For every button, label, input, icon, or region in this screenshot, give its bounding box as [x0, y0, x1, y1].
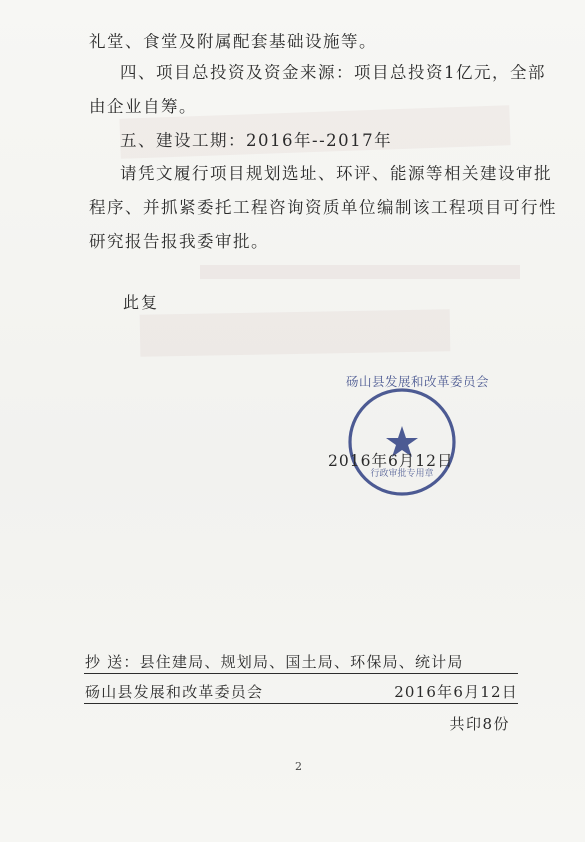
divider-rule [84, 673, 518, 674]
copies-count: 共印8份 [449, 715, 510, 733]
body-line: 礼堂、食堂及附属配套基础设施等。 [89, 32, 377, 51]
body-line: 研究报告报我委审批。 [89, 232, 269, 251]
issuer-line [85, 681, 518, 705]
issue-date: 2016年6月12日 [394, 683, 518, 701]
issuer-name: 砀山县发展和改革委员会 [85, 683, 264, 701]
official-seal [346, 374, 490, 498]
body-line: 程序、并抓紧委托工程咨询资质单位编制该工程项目可行性 [89, 198, 557, 217]
signature-date: 2016年6月12日 [328, 452, 454, 470]
body-line: 五、建设工期：2016年--2017年 [120, 131, 393, 150]
cc-text: 抄 送：县住建局、规划局、国土局、环保局、统计局 [85, 653, 464, 671]
body-line: 请凭文履行项目规划选址、环评、能源等相关建设审批 [120, 164, 552, 183]
body-line: 四、项目总投资及资金来源：项目总投资1亿元，全部 [120, 63, 546, 82]
cc-line [85, 651, 518, 675]
page-number: 2 [295, 760, 302, 773]
show-through-band [200, 265, 520, 279]
show-through-band [140, 309, 451, 356]
seal-inner-text: 行政审批专用章 [370, 469, 434, 479]
divider-rule [84, 703, 518, 704]
closing-phrase: 此复 [123, 293, 160, 312]
body-line: 由企业自筹。 [89, 97, 197, 116]
seal-ring-text: 砀山县发展和改革委员会 [346, 374, 490, 389]
